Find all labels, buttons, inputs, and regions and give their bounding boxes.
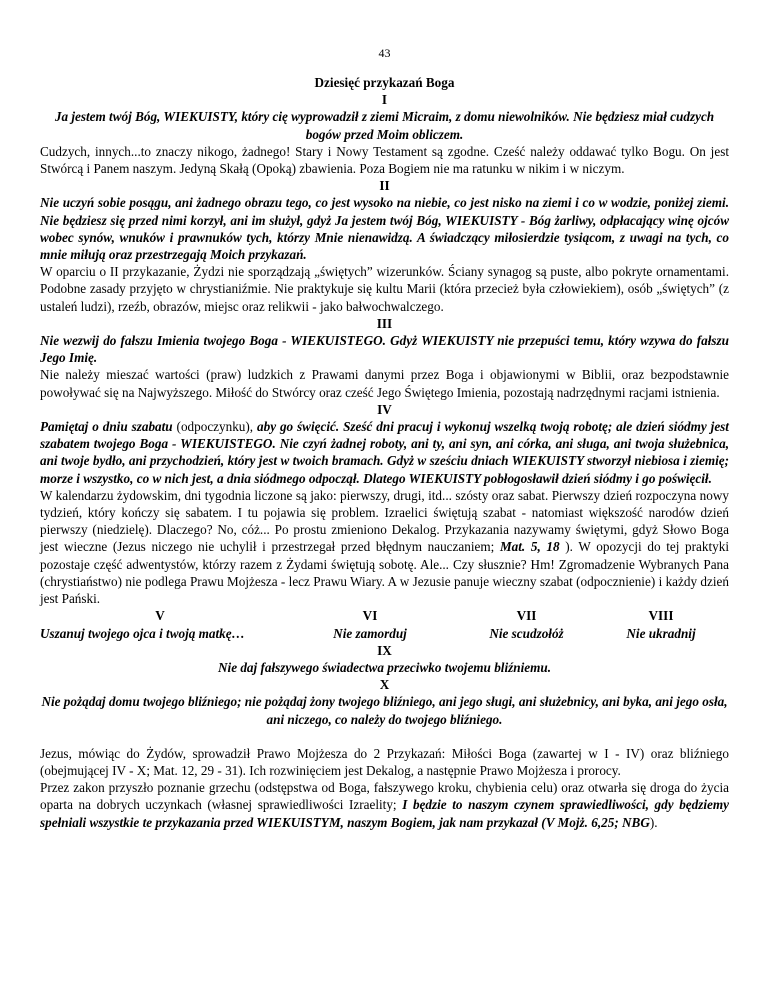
commandment-5-text: Uszanuj twojego ojca i twoją matkę… [40,625,245,641]
commandment-4-text [40,418,729,487]
commandment-2-text: Nie uczyń sobie posągu, ani żadnego obrazu tego, co jest wysoko na niebie, co jest nisko na ziemi i co w wodzie, poniżej ziemi. Nie będziesz się przed nimi korzył, ani im służył, gdyż Ja jestem twój Bóg, WIEKUISTY - Bóg żarliwy, odpłacający winę ojców wobec synów, wnuków i prawnuków tych, którzy Mnie nienawidzą. A świadczący miłosierdzie tysiącom, z uwagi na tych, co mnie miłują oraz przestrzegają Moich przykazań. [40,195,729,263]
commandment-9-text: Nie daj fałszywego świadectwa przeciwko twojemu bliźniemu. [218,659,551,675]
commandment-8-text: Nie ukradnij [626,625,696,641]
document-title: Dziesięć przykazań Boga [314,75,455,90]
commandment-2-comment: W oparciu o II przykazanie, Żydzi nie sporządzają „świętych” wizerunków. Ściany synagog są puste, albo pokryte ornamentami. Podobne zasady przyjęto w chrystianiźmie. Nie praktykuje się kultu Marii (która przecież była człowiekiem), osób „świętych” (z ustaleń ludzi), rzeźb, obrazów, miejsc oraz relikwii - jako bałwochwalczego. [40,264,729,314]
page-number: 43 [378,46,391,60]
closing-paragraph-2-quote: I będzie to naszym czynem sprawiedliwości, gdy będziemy spełniali wszystkie te przykazania przed WIEKUISTYM, naszym Bogiem, jak nam przykazał (V Mojż. 6,25; NBG [40,797,729,830]
commandment-9-number: IX [377,642,392,658]
commandment-1-comment: Cudzych, innych...to znaczy nikogo, żadnego! Stary i Nowy Testament są zgodne. Cześć należy oddawać tylko Bogu. On jest Stwórcą i Panem naszym. Jedyną Skałą (Opoką) zbawienia. Poza Bogiem nie ma ratunku w nikim i w niczym. [40,143,729,177]
closing-paragraph-1: Jezus, mówiąc do Żydów, sprowadził Prawo Mojżesza do 2 Przykazań: Miłości Boga (zawartej w I - IV) oraz bliźniego (obejmującej IV - X; Mat. 12, 29 - 31). Ich rozwinięciem jest Dekalog, a następnie Prawo Mojżesza i prorocy. [40,745,729,778]
commandment-1-text: Ja jestem twój Bóg, WIEKUISTY, który cię wyprowadził z ziemi Micraim, z domu niewolników. Nie będziesz miał cudzych bogów przed Moim obliczem. [54,109,715,142]
commandment-6-text: Nie zamorduj [333,625,407,641]
commandment-2-number: II [379,178,390,194]
commandment-10-number: X [379,677,390,693]
commandment-1-number: I [381,92,388,108]
commandments-5-8-numbers [40,607,729,624]
commandment-8-number: VIII [648,608,674,624]
commandment-4-text-a: Pamiętaj o dniu szabatu [40,419,173,435]
commandment-4-comment [40,487,729,607]
closing-paragraph-2-a: Przez zakon przyszło poznanie grzechu (odstępstwa od Boga, fałszywego kroku, chybienia celu) oraz otwarła się droga do życia oparta na dobrych uczynkach (własnej sprawiedliwości Izraelity; [40,780,729,813]
closing-paragraph-2 [40,779,729,831]
commandment-4-comment-a: W kalendarzu żydowskim, dni tygodnia liczone są jako: pierwszy, drugi, itd... szósty oraz sabat. Pierwszy dzień rozpoczyna nowy tydzień, który kończy się sabatem. I tu pojawia się problem. Izraelici świętują szabat - natomiast większość narodów dzień pierwszy (niedzielę). Dlaczego? No, cóż... Po prostu zmieniono Dekalog. Przykazania nazywamy świętymi, gdyż Słowo Boga jest wieczne (Jezus niczego nie uchylił i przestrzegał przed błędnym nauczaniem; [40,487,729,555]
commandment-4-text-c: aby go święcić. Sześć dni pracuj i wykonuj wszelką twoją robotę; ale dzień siódmy jest szabatem twojego Boga - WIEKUISTEGO. Nie czyń żadnej roboty, ani ty, ani syn, ani córka, ani sługa, ani twoja służebnica, ani twoje bydło, ani przychodzień, który jest w twoich bramach. Gdyż w sześciu dniach WIEKUISTY stworzył niebiosa i ziemię; morze i wszystko, co w nich jest, a dnia siódmego odpoczął. Dlatego WIEKUISTY pobłogosławił dzień siódmy i go poświęcił. [40,419,729,486]
commandment-3-number: III [376,315,393,331]
commandment-4-comment-b: ). W opozycji do tej praktyki pozostaje część adwentystów, którzy razem z Żydami świętują sobotę. Ale... Czy słusznie? Hm! Zgromadzenie Wybranych Pana (chrystiaństwo) nie podlega Prawu Mojżesza - lecz Prawu Wiary. A w Jezusie panuje wieczny szabat (odpocznienie) i każdy dzień jest Pański. [40,539,729,607]
paragraph-gap [40,728,729,745]
commandment-10-text: Nie pożądaj domu twojego bliźniego; nie pożądaj żony twojego bliźniego, ani jego sługi, ani służebnicy, ani byka, ani jego osła, ani niczego, co należy do twojego bliźniego. [41,694,728,727]
commandment-4-number: IV [377,401,392,417]
commandment-3-comment: Nie należy mieszać wartości (praw) ludzkich z Prawami danymi przez Boga i objawionymi w Biblii, oraz bezpodstawnie powoływać się na Najwyższego. Miłość do Stwórcy oraz cześć Jego Świętego Imienia, pozostają nadrzędnymi racjami istnienia. [40,367,729,400]
commandment-7-text: Nie scudzołóż [489,625,564,641]
commandment-7-number: VII [516,608,537,624]
document-body [40,74,729,831]
commandment-6-number: VI [362,608,378,624]
commandment-4-comment-ref: Mat. 5, 18 [499,539,560,555]
commandments-5-8-texts [40,625,729,642]
commandment-3-text: Nie wezwij do fałszu Imienia twojego Boga - WIEKUISTEGO. Gdyż WIEKUISTY nie przepuści temu, który wzywa do fałszu Jego Imię. [40,333,729,366]
commandment-4-text-b: (odpoczynku), [172,419,257,435]
commandment-5-number: V [155,608,165,624]
closing-paragraph-2-end: ). [649,814,658,830]
